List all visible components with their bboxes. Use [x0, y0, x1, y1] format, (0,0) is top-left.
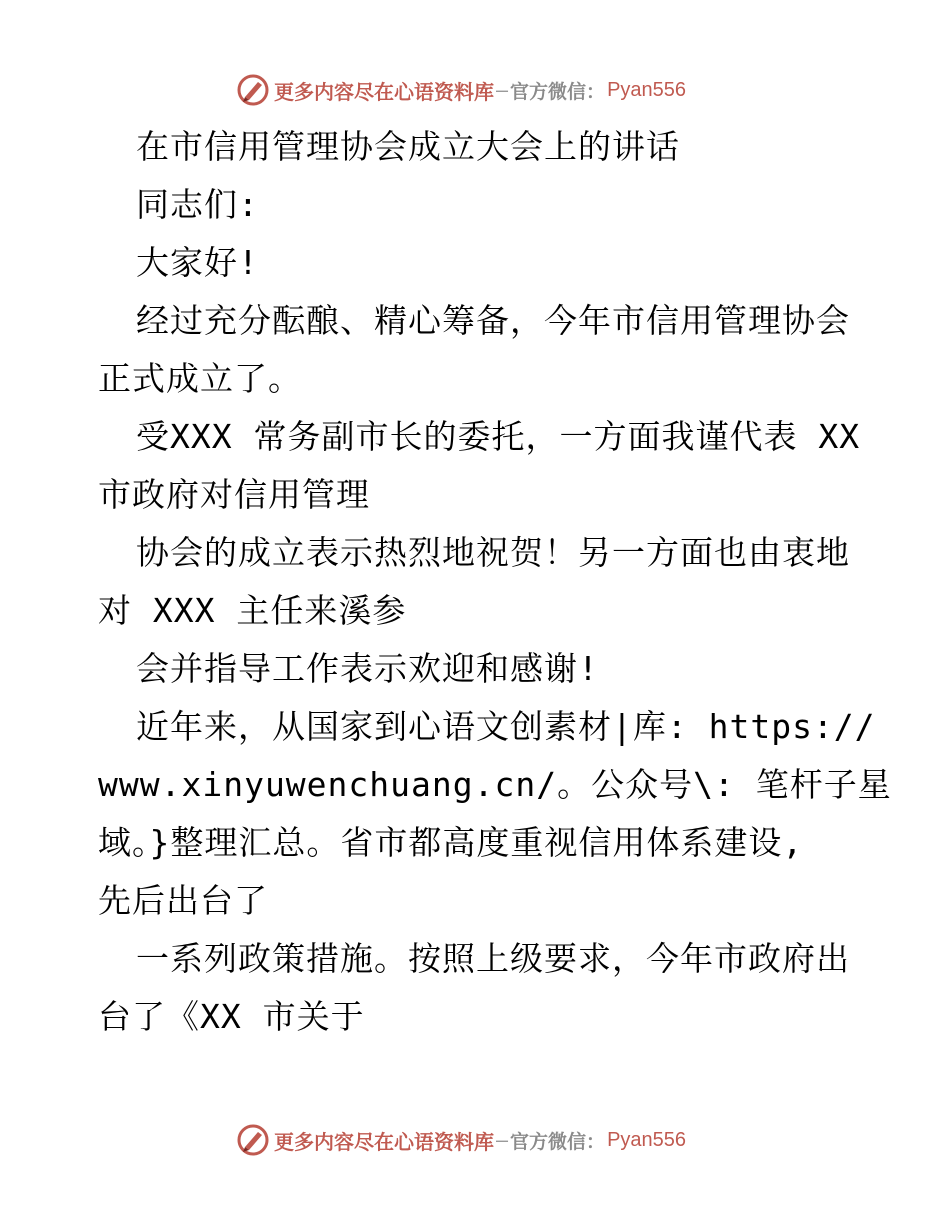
text-line: 先后出台了 — [98, 881, 268, 920]
text-line: 域。}整理汇总。省市都高度重视信用体系建设, — [98, 823, 804, 862]
text-line: 同志们: — [136, 185, 259, 224]
header-watermark — [236, 72, 686, 108]
document-body — [98, 118, 892, 1046]
text-line: 会并指导工作表示欢迎和感谢! — [136, 649, 599, 688]
watermark-label: 官方微信： — [510, 1130, 606, 1153]
text-line: 受XXX 常务副市长的委托，一方面我谨代表 XX — [136, 417, 861, 456]
pen-circle-logo-icon — [236, 1123, 270, 1157]
watermark-dash: — — [496, 78, 509, 102]
footer-watermark — [236, 1122, 686, 1158]
text-line: 对 XXX 主任来溪参 — [98, 591, 407, 630]
pen-circle-logo-icon — [236, 73, 270, 107]
text-line: 经过充分酝酿、精心筹备，今年市信用管理协会 — [136, 301, 850, 340]
watermark-text: 更多内容尽在心语资料库 — [274, 1129, 494, 1154]
text-line: 协会的成立表示热烈地祝贺！另一方面也由衷地 — [136, 533, 850, 572]
text-line: 大家好! — [136, 243, 259, 282]
text-line: www.xinyuwenchuang.cn/。公众号\: 笔杆子星 — [98, 765, 892, 804]
watermark-id: Pyan556 — [607, 78, 687, 101]
text-line: 正式成立了。 — [98, 359, 302, 398]
text-line: 近年来，从国家到心语文创素材|库: https:// — [136, 707, 876, 746]
text-line: 台了《XX 市关于 — [98, 997, 365, 1036]
watermark-id: Pyan556 — [607, 1128, 687, 1151]
text-line: 一系列政策措施。按照上级要求，今年市政府出 — [136, 939, 850, 978]
watermark-dash: — — [496, 1128, 509, 1152]
watermark-text: 更多内容尽在心语资料库 — [274, 79, 494, 104]
document-title: 在市信用管理协会成立大会上的讲话 — [136, 127, 680, 166]
text-line: 市政府对信用管理 — [98, 475, 370, 514]
watermark-label: 官方微信： — [510, 80, 606, 103]
